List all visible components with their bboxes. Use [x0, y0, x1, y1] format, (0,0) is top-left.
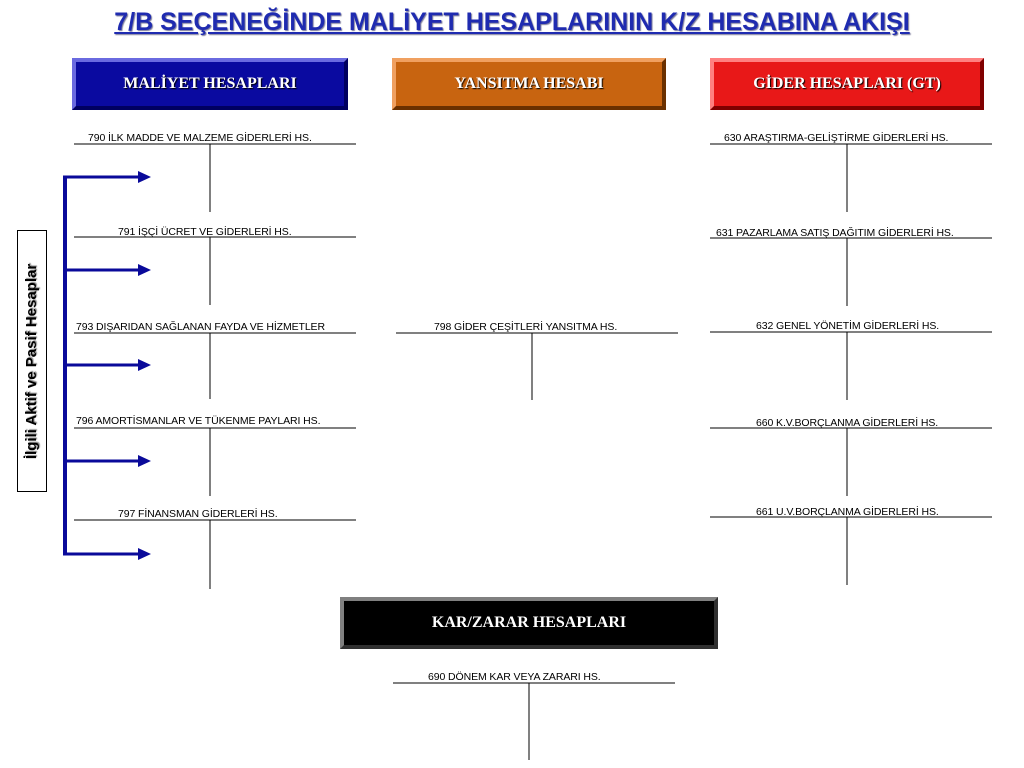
t-account-690: [393, 683, 675, 760]
yansitma-header: YANSITMA HESABI: [392, 58, 666, 110]
account-798: 798 GİDER ÇEŞİTLERİ YANSITMA HS.: [434, 321, 618, 333]
account-632: 632 GENEL YÖNETİM GİDERLERİ HS.: [756, 320, 940, 332]
account-793: 793 DIŞARIDAN SAĞLANAN FAYDA VE HİZMETLER: [76, 321, 325, 333]
t-account-661: [710, 517, 992, 585]
side-label: İlgili Aktif ve Pasif Hesaplar: [23, 263, 41, 459]
account-661: 661 U.V.BORÇLANMA GİDERLERİ HS.: [756, 506, 939, 518]
account-796: 796 AMORTİSMANLAR VE TÜKENME PAYLARI HS.: [76, 415, 321, 427]
karzarar-header: KAR/ZARAR HESAPLARI: [340, 597, 718, 649]
account-790: 790 İLK MADDE VE MALZEME GİDERLERİ HS.: [88, 132, 312, 144]
account-631: 631 PAZARLAMA SATIŞ DAĞITIM GİDERLERİ HS.: [716, 227, 954, 239]
t-account-798: [396, 333, 678, 400]
t-account-631: [710, 238, 992, 306]
gider-header: GİDER HESAPLARI (GT): [710, 58, 984, 110]
t-account-632: [710, 332, 992, 400]
account-630: 630 ARAŞTIRMA-GELİŞTİRME GİDERLERİ HS.: [724, 132, 949, 144]
account-797: 797 FİNANSMAN GİDERLERİ HS.: [118, 508, 278, 520]
maliyet-header: MALİYET HESAPLARI: [72, 58, 348, 110]
account-660: 660 K.V.BORÇLANMA GİDERLERİ HS.: [756, 417, 939, 429]
account-690: 690 DÖNEM KAR VEYA ZARARI HS.: [428, 671, 601, 683]
page-title: 7/B SEÇENEĞİNDE MALİYET HESAPLARININ K/Z HESABINA AKIŞI: [114, 8, 910, 36]
t-account-660: [710, 428, 992, 496]
t-account-630: [710, 144, 992, 212]
account-791: 791 İŞÇİ ÜCRET VE GİDERLERİ HS.: [118, 226, 292, 238]
